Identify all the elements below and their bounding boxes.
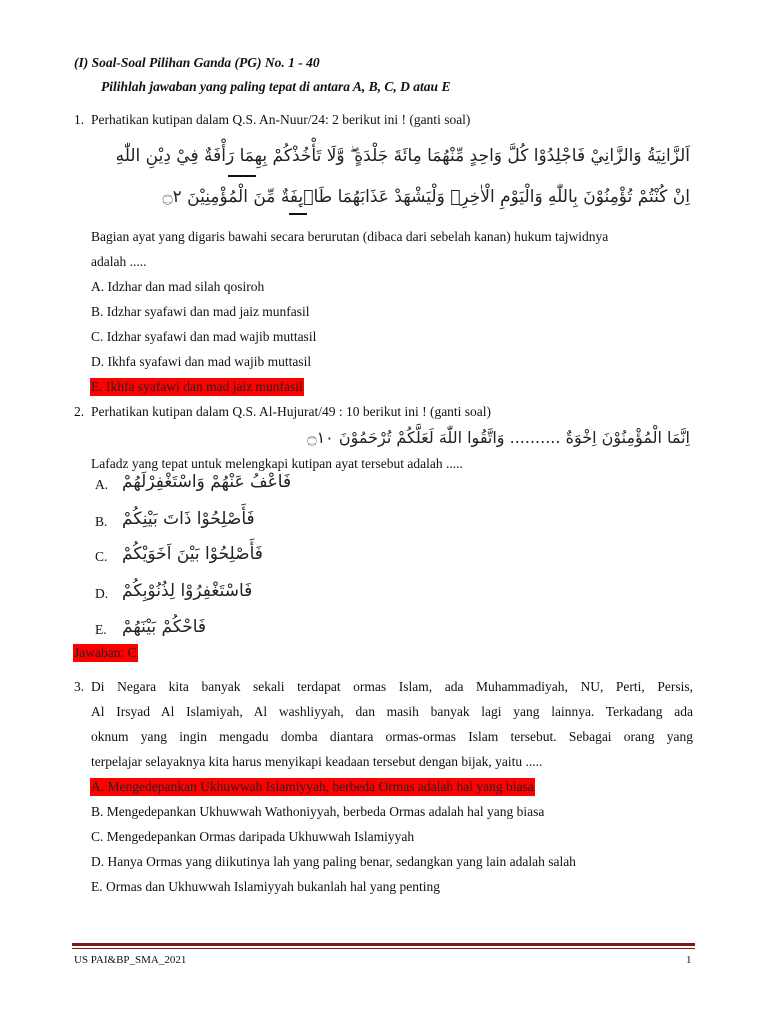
section-title: (I) Soal-Soal Pilihan Ganda (PG) No. 1 - 40: [74, 55, 320, 70]
q1-question-line1: Bagian ayat yang digaris bawahi secara berurutan (dibaca dari sebelah kanan) hukum tajwidnya: [91, 229, 609, 244]
q3-line-3: oknum yang ingin mengadu domba diantara ormas-ormas Islam tersebut. Sebagai orang yang: [91, 729, 693, 744]
q2-text: Perhatikan kutipan dalam Q.S. Al-Hujurat/49 : 10 berikut ini ! (ganti soal): [91, 404, 492, 419]
q1-underline-1: [228, 175, 256, 177]
q2-option-b-arabic: فَأَصْلِحُوْا ذَاتَ بَيْنِكُمْ: [122, 509, 255, 529]
q1-option-a: A. Idzhar dan mad silah qosiroh: [91, 279, 265, 294]
q2-option-c-arabic: فَأَصْلِحُوْا بَيْنَ اَخَوَيْكُمْ: [122, 544, 263, 564]
q3-option-b: B. Mengedepankan Ukhuwwah Wathoniyyah, berbeda Ormas adalah hal yang biasa: [91, 804, 545, 819]
q3-option-d: D. Hanya Ormas yang diikutinya lah yang paling benar, sedangkan yang lain adalah salah: [91, 854, 576, 869]
q1-arabic-line1: اَلزَّانِيَةُ وَالزَّانِيْ فَاجْلِدُوْا كُلَّ وَاحِدٍ مِّنْهُمَا مِائَةَ جَلْدَةٍ ۖ وَّلَا تَأْخُذْكُمْ بِهِمَا رَأْفَةٌ فِيْ دِيْنِ اللّٰهِ: [115, 146, 690, 166]
q1-option-d: D. Ikhfa syafawi dan mad wajib muttasil: [91, 354, 312, 369]
q3-number: 3.: [74, 679, 85, 694]
q1-underline-2: [289, 213, 307, 215]
q1-text: Perhatikan kutipan dalam Q.S. An-Nuur/24: 2 berikut ini ! (ganti soal): [91, 112, 471, 127]
q2-option-d-letter: D.: [95, 586, 109, 601]
q2-option-b-letter: B.: [95, 514, 108, 529]
q3-option-c: C. Mengedepankan Ormas daripada Ukhuwwah Islamiyyah: [91, 829, 415, 844]
q3-option-e: E. Ormas dan Ukhuwwah Islamiyyah bukanlah hal yang penting: [91, 879, 441, 894]
q1-option-e-answer: E. Ikhfa syafawi dan mad jaiz munfasil: [91, 379, 303, 394]
q2-number: 2.: [74, 404, 85, 419]
q2-answer: Jawaban: C: [74, 645, 137, 660]
q1-question-line2: adalah .....: [91, 254, 147, 269]
q2-option-a-arabic: فَاعْفُ عَنْهُمْ وَاسْتَغْفِرْلَهُمْ: [122, 472, 292, 492]
q2-option-c-letter: C.: [95, 549, 108, 564]
q3-option-a-answer: A. Mengedepankan Ukhuwwah Islamiyyah, berbeda Ormas adalah hal yang biasa: [91, 779, 534, 794]
q2-option-a-letter: A.: [95, 477, 109, 492]
q3-line-4: terpelajar selayaknya kita harus menyikapi keadaan tersebut dengan bijak, yaitu .....: [91, 754, 543, 769]
section-instruction: Pilihlah jawaban yang paling tepat di antara A, B, C, D atau E: [101, 79, 451, 94]
q2-arabic-verse: اِنَّمَا الْمُؤْمِنُوْنَ اِخْوَةٌ .......... وَاتَّقُوا اللّٰهَ لَعَلَّكُمْ تُرْحَمُوْنَ ۝١٠: [307, 428, 690, 447]
footer-page-number: 1: [686, 954, 692, 966]
q2-option-e-letter: E.: [95, 622, 107, 637]
q1-option-c: C. Idzhar syafawi dan mad wajib muttasil: [91, 329, 317, 344]
q2-option-e-arabic: فَاحْكُمْ بَيْنَهُمْ: [122, 617, 207, 637]
footer-rule-thick: [72, 943, 695, 946]
q3-line-2: Al Irsyad Al Islamiyah, Al washliyyah, dan masih banyak lagi yang lainnya. Terkadang ada: [91, 704, 693, 719]
footer-rule-thin: [72, 948, 695, 949]
footer-label: US PAI&BP_SMA_2021: [74, 954, 187, 966]
q1-arabic-line2: اِنْ كُنْتُمْ تُؤْمِنُوْنَ بِاللّٰهِ وَالْيَوْمِ الْاٰخِرِۚ وَلْيَشْهَدْ عَذَابَهُمَا طَاۤىِٕفَةٌ مِّنَ الْمُؤْمِنِيْنَ ۝٢: [162, 187, 690, 207]
q1-option-b: B. Idzhar syafawi dan mad jaiz munfasil: [91, 304, 310, 319]
q3-line-1: Di Negara kita banyak sekali terdapat ormas Islam, ada Muhammadiyah, NU, Perti, Persis,: [91, 679, 693, 694]
q2-question: Lafadz yang tepat untuk melengkapi kutipan ayat tersebut adalah .....: [91, 456, 463, 471]
q1-number: 1.: [74, 112, 85, 127]
q2-option-d-arabic: فَاسْتَغْفِرُوْا لِذُنُوْبِكُمْ: [122, 581, 253, 601]
